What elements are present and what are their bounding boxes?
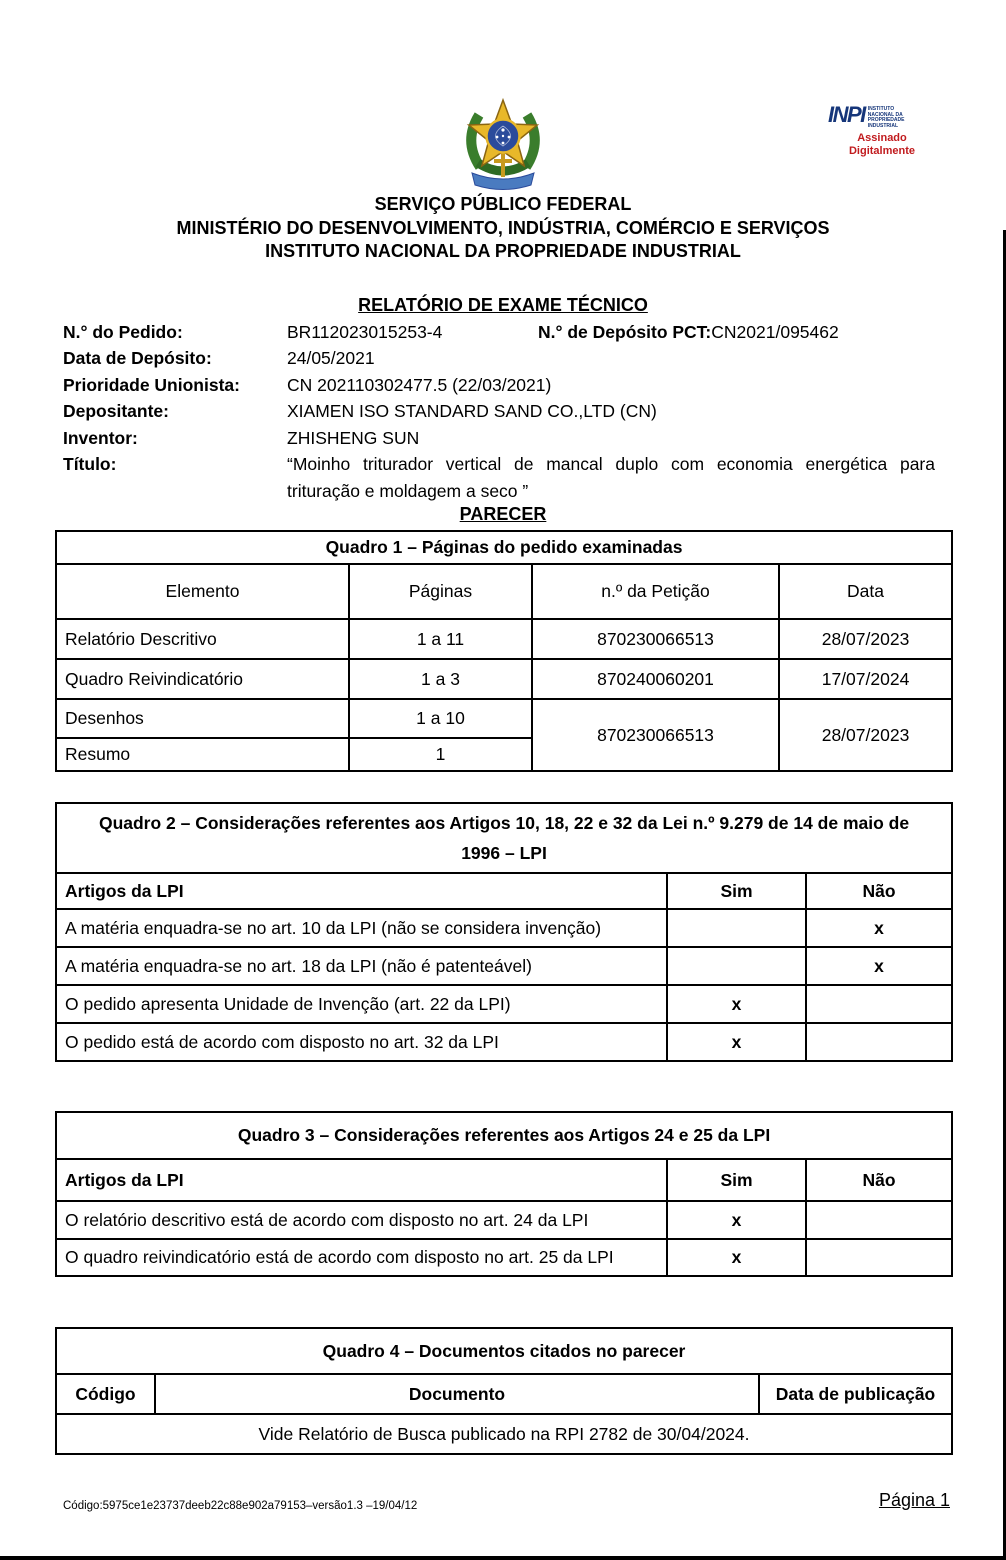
table-cell: 1 a 10 — [349, 699, 532, 738]
digitally-signed-badge: Assinado Digitalmente — [848, 132, 915, 157]
sim-mark: x — [667, 1023, 806, 1061]
field-data-deposito — [63, 345, 1006, 372]
sim-mark — [667, 909, 806, 947]
column-header: Sim — [667, 873, 806, 909]
column-header: Páginas — [349, 564, 532, 619]
field-value: CN 202110302477.5 (22/03/2021) — [287, 374, 552, 395]
field-value: ZHISHENG SUN — [287, 427, 420, 448]
field-label: N.° do Pedido: — [63, 321, 183, 342]
column-header: Data — [779, 564, 952, 619]
sim-mark: x — [667, 1239, 806, 1276]
column-header: Não — [806, 873, 952, 909]
table-cell: Relatório Descritivo — [56, 619, 349, 659]
sim-mark: x — [667, 1201, 806, 1239]
field-value: XIAMEN ISO STANDARD SAND CO.,LTD (CN) — [287, 401, 657, 421]
inpi-caption: INSTITUTO NACIONAL DA PROPRIEDADE INDUSTRIAL — [867, 106, 905, 129]
table-title: Quadro 4 – Documentos citados no parecer — [56, 1328, 952, 1374]
field-value: BR112023015253-4 — [287, 321, 443, 342]
field-label: Inventor: — [63, 427, 138, 448]
quadro1-table — [55, 530, 953, 772]
table-cell: Vide Relatório de Busca publicado na RPI 2782 de 30/04/2024. — [56, 1414, 952, 1454]
column-header: Elemento — [56, 564, 349, 619]
quadro3-table — [55, 1111, 953, 1277]
column-header: n.º da Petição — [532, 564, 779, 619]
table-cell: 1 — [349, 738, 532, 771]
table-cell: 1 a 3 — [349, 659, 532, 699]
table-cell: Resumo — [56, 738, 349, 771]
column-header: Artigos da LPI — [56, 1159, 667, 1201]
table-row — [56, 1201, 952, 1239]
column-header: Sim — [667, 1159, 806, 1201]
report-title: RELATÓRIO DE EXAME TÉCNICO — [358, 294, 648, 315]
table-cell: O relatório descritivo está de acordo com disposto no art. 24 da LPI — [56, 1201, 667, 1239]
table-cell: 1 a 11 — [349, 619, 532, 659]
nao-mark — [806, 985, 952, 1023]
field-prioridade — [63, 372, 1006, 399]
field-label: Data de Depósito: — [63, 348, 212, 368]
nao-mark — [806, 1023, 952, 1061]
table-title: Quadro 1 – Páginas do pedido examinadas — [56, 531, 952, 564]
nao-mark: x — [806, 947, 952, 985]
org-line-2: MINISTÉRIO DO DESENVOLVIMENTO, INDÚSTRIA, COMÉRCIO E SERVIÇOS — [176, 217, 830, 238]
inpi-logo — [828, 102, 940, 157]
table-cell: 17/07/2024 — [779, 659, 952, 699]
table-row — [56, 699, 952, 738]
table-cell: Desenhos — [56, 699, 349, 738]
sim-mark: x — [667, 985, 806, 1023]
table-row — [56, 1023, 952, 1061]
nao-mark — [806, 1239, 952, 1276]
table-row — [56, 659, 952, 699]
table-title: Quadro 2 – Considerações referentes aos Artigos 10, 18, 22 e 32 da Lei n.º 9.279 de 14 de maio de 1996 – LPI — [56, 803, 952, 873]
sim-mark — [667, 947, 806, 985]
table-cell: 870230066513 — [532, 619, 779, 659]
inpi-acronym: INPI — [828, 102, 865, 127]
table-row — [56, 619, 952, 659]
field-value: CN2021/095462 — [711, 321, 839, 342]
parecer-heading: PARECER — [459, 504, 547, 524]
table-cell: 870240060201 — [532, 659, 779, 699]
field-pedido — [63, 319, 1006, 346]
footer-code: Código:5975ce1e23737deeb22c88e902a79153–versão1.3 –19/04/12 — [63, 1500, 418, 1512]
page-number: Página 1 — [878, 1490, 950, 1510]
field-depositante — [63, 398, 1006, 425]
table-cell: Quadro Reivindicatório — [56, 659, 349, 699]
table-cell: O pedido está de acordo com disposto no art. 32 da LPI — [56, 1023, 667, 1061]
field-titulo — [63, 451, 1006, 504]
field-label: Prioridade Unionista: — [63, 374, 240, 395]
table-row — [56, 909, 952, 947]
column-header: Código — [56, 1374, 155, 1414]
table-title: Quadro 3 – Considerações referentes aos Artigos 24 e 25 da LPI — [56, 1112, 952, 1159]
table-cell: A matéria enquadra-se no art. 10 da LPI (não se considera invenção) — [56, 909, 667, 947]
field-label: N.° de Depósito PCT: — [538, 321, 712, 342]
quadro2-table — [55, 802, 953, 1062]
table-cell: O pedido apresenta Unidade de Invenção (art. 22 da LPI) — [56, 985, 667, 1023]
field-label: Título: — [63, 454, 117, 474]
table-row — [56, 947, 952, 985]
table-cell: A matéria enquadra-se no art. 18 da LPI (não é patenteável) — [56, 947, 667, 985]
page-edge-bottom — [0, 1556, 1006, 1560]
table-cell: O quadro reivindicatório está de acordo com disposto no art. 25 da LPI — [56, 1239, 667, 1276]
table-row — [56, 1239, 952, 1276]
column-header: Data de publicação — [759, 1374, 952, 1414]
field-inventor — [63, 425, 1006, 452]
field-value: 24/05/2021 — [287, 348, 375, 368]
column-header: Não — [806, 1159, 952, 1201]
table-cell: 28/07/2023 — [779, 619, 952, 659]
request-fields — [63, 319, 1006, 505]
column-header: Artigos da LPI — [56, 873, 667, 909]
column-header: Documento — [155, 1374, 759, 1414]
field-label: Depositante: — [63, 401, 169, 421]
quadro4-table — [55, 1327, 953, 1455]
table-cell: 870230066513 — [532, 699, 779, 771]
nao-mark: x — [806, 909, 952, 947]
org-line-1: SERVIÇO PÚBLICO FEDERAL — [374, 194, 632, 214]
nao-mark — [806, 1201, 952, 1239]
table-row — [56, 1414, 952, 1454]
field-value: “Moinho triturador vertical de mancal duplo com economia energética para trituração e moldagem a seco ” — [287, 454, 935, 501]
table-row — [56, 985, 952, 1023]
org-line-3: INSTITUTO NACIONAL DA PROPRIEDADE INDUSTRIAL — [265, 241, 741, 261]
brazil-coat-of-arms-icon — [458, 97, 548, 202]
table-cell: 28/07/2023 — [779, 699, 952, 771]
